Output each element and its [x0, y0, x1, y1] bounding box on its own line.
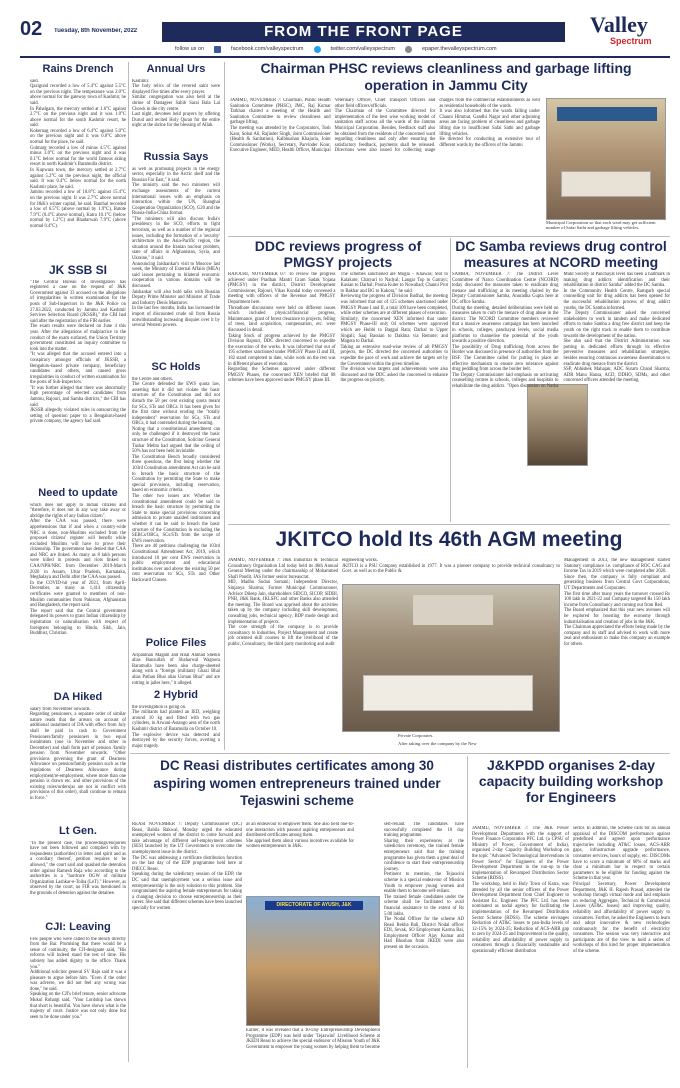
- jkpdd-headline: J&KPDD organises 2-day capacity building workshop for Engineers: [478, 757, 664, 805]
- jkitco-photo-table: [363, 675, 533, 711]
- ltgen-body: "In the present case, the proceedings/enquiries have not been followed and complied with by respondents (authorities) in letter and spirit and as a corollary thereof, petition requires to be allowed," the court said and quashed the detention order against Ramesh Raja who according to the authorities is a "hardcore OGW of militant Organization Lashkar-e-Toiba (LeT)." However, as observed by the court, no FIR was mentioned in the grounds of detention against the detainee.: [30, 840, 126, 896]
- column-rule-4: [467, 756, 468, 1068]
- logo-main: Valley: [590, 14, 648, 37]
- dahiked-headline: DA Hiked: [53, 692, 103, 703]
- samba-rule: [228, 524, 670, 525]
- police-body: Aripanthan Magam and Hilal Ahmad Sheikh alias Hanzullah of Shaharwal Wagoora Baramulla have been also charge-sheeted along with a "foreign (militant) Ghazi Bhai alias Pathan Bhai alias Usman Bhai" and are rotting in jailes here," it alleged.: [132, 652, 220, 686]
- epaper-link[interactable]: epaper.thevalleyspectrum.com: [422, 46, 497, 52]
- jkitco-col1: JAMMU, NOVEMBER 7: J&K Industrial & Technical Consultancy Organisation Ltd today held its 46th Annual General Meeting under the chairmanship of Mohammed Shafi Pandit, IAS former senior bureaucrat. MD, Madhu Sudan Somani; Independent Director, Sinjanya Sharma; Former Municipal Commissioner, Advisor Dileep Jain, shareholders SIDCO, SICOP, SIDBI, PNB, J&K Bank, JKLSFC and other Banks also attended the meeting. The Board was apprised about the activities taken up by the company including skill development, consulting jobs, technical agency, BDP mode design and implementation of projects. The core strength of the company is to provide consultancy to industries, Project Management and create job oriented skill courses to lift the livelihood of the public, Consultancy, the third party monitoring and audit: [228, 558, 338, 647]
- hybrid-headline: 2 Hybrid: [153, 690, 198, 701]
- phsc-headline: Chairman PHSC reviews cleanliness and garbage lifting operation in Jammu City: [260, 60, 632, 93]
- masthead-logo: [590, 14, 670, 54]
- social-bar: [175, 44, 575, 54]
- russia-article: [132, 152, 220, 360]
- phsc-photo: [546, 98, 666, 220]
- column-rule-1: [128, 62, 129, 1062]
- scholds-article: [132, 362, 220, 636]
- reasi-headline: DC Reasi distributes certificates among 30 aspiring women entrepreneurs trained under Tejaswini scheme: [153, 758, 441, 808]
- need-body: which does not apply to Indian citizens and "therefore, it does not in any way take away or abridge the rights of any Indian citizen". After the CAA was passed, there were apprehensions that if and when a country-wide NRC is done, non-Muslims excluded from the proposed citizens' register will benefit while excluded Muslims will have to prove their citizenship. The government has denied that CAA and NRC are linked. As many as 8 lakh persons were killed in protests and riots linked to CAA/NPR/NRC from December 2019-March 2020 in Assam, Uttar Pradesh, Karnataka, Meghalaya and Delhi after the CAA was passed. In the COVID-hit year of 2021, from April-December, as many as 1,414 citizenship certificates were granted to members of non-Muslim communities from Pakistan, Afghanistan and Bangladesh, the report said. The report said that the Central government delegated its powers to grant Indian citizenship by registration or naturalisation with respect of foreigners belonging to Hindu, Sikh, Jain, Buddhist, Christian.: [30, 502, 126, 637]
- jkpdd-col2: sector. In addition, the Scheme calls for an annual appraisal of the DISCOM performance against predefined and agreed upon performance trajectories including AT&C losses, ACS-ARR gaps, infrastructure upgrade performance, consumer services, hours of supply, etc. DISCOMs have to score a minimum of 60% of marks and clear a minimum bar in respect to certain parameters to be eligible for funding against the Scheme in that year. Principal Secretary, Power Development Department, J&K H. Rajesh Prasad, attended the workshop through virtual mode and laid emphasis on reducing Aggregate, Technical & Commercial Losses (AT&C losses) and improving quality, reliability and affordability of power supply to consumers. Further, he asked the Engineers to learn and adopt innovative & new technologies continuously for the benefit of electricity consumers. The session was very interactive and participants are of the view to hold a series of workshops of this kind for proper implementation of the scheme.: [573, 826, 670, 955]
- twitter-icon: [314, 46, 321, 53]
- cji-headline: CJI: Leaving: [45, 922, 111, 933]
- jkpdd-col1: JAMMU, NOVEMBER 7: The J&K Power Development Department with the support of Power Finance Corporation PFC Ltd. (a CPSU of Ministry of Power, Government of India), organised 2-day Capacity Building Workshop on the topic "Advanced Technological Interventions in Power Sector" for Engineers of the Power Development Department in the run-up to the implementation of Revamped Distribution Sector Scheme (RDSS). The workshop, held in Holy Town of Katra, was attended by all the senior officers of the Power Development Department from Chief Engineer to Assistant Ex. Engineer. The PFC Ltd. has been nominated as nodal agency for facilitating the implementation of the Revamped Distribution Sector Scheme (RDSS). The scheme envisages Reduction of AT&C losses to pan-India levels of 12-15% by 2024-25; Reduction of ACS-ARR gap to zero by 2024-25 and Improvement in the quality, reliability and affordability of power supply to consumers through a financially sustainable and operationally efficient distribution: [472, 826, 569, 955]
- jkitco-col2: engineering works. JKITCO is a PSU Company established in 1977. It was a pioneer company to provide technical consultancy to Govt. as well as to the Public &: [342, 558, 560, 575]
- rains-body: said. Qazigund recorded a low of 5.4°C against 5.5°C on the previous night. The temperature was 2.0°C above normal for the gateway town of Kashmir, he said. In Pahalgam, the mercury settled at 1.6°C against 2.7°C on the previous night and it was 1.0°C above normal for the south Kashmir resort, he said. Kokernag recorded a low of 6.4°C against 5.0°C on the previous night and it was 0.8°C above normal for the place, he said. Gulmarg recorded a low of minus 4.5°C against minus 3.0°C on the previous night and it was 0.1°C below normal for the world famous skiing resort in north Kashmir's Baramulla district. In Kupwara town, the mercury settled at 2.7°C against 5.2°C on the previous night, the official said. It was 0.4°C below normal for the north Kashmir place, he said. Jammu recorded a low of 18.8°C against 15.4°C on the previous night. It was 2.7°C above normal for J&K's winter capital, he said. Banihal recorded a low of 6.5°C (above normal by 1.9°C), Batote 7.9°C (0.4°C above normal), Katra 10.1°C (below normal by 1.2°C) and Bhadarwah 7.9°C (above normal 0.4°C).: [30, 78, 126, 229]
- hybrid-article: [132, 690, 220, 752]
- epaper-icon: [405, 46, 412, 53]
- annual-body: Kashmir. The holy relics of the revered saint were displayed five times after every prayer. Similar congregation was also held at the shrine of Dastageer Sahib Sarai Bala Lal Chowk in the city centre. Last night, devotees held prayers by offering Durud and recited Holy Quran for the entire night at the shrine for the blessing of Allah.: [132, 78, 220, 129]
- samba-headline: DC Samba reviews drug control measures at NCORD meeting: [455, 238, 667, 270]
- annual-article: [132, 64, 220, 150]
- phsc-rule: [228, 236, 670, 237]
- follow-label: follow us on: [175, 46, 205, 52]
- ddc-body: RAJOURI, NOVEMBER 07: To review the progress achieved under Pradhan Mantri Gram Sadak Yojana (PMGSY) in the district, District Development Commissioner, Rajouri, Vikas Kundal today convened a meeting with officers of the Revenue and PMGSY Department here. Threadbare discussions were held on different issues which included physical/financial progress, Maintenance, grant of forest clearance to projects, felling of trees, land acquisition, compensation, etc. were discussed in detail. Taking Stock of progress achieved by the PMGSY Division Rajouri, DDC directed concerned to expedite the execution of the works. It was informed that out of 195 schemes sanctioned under PMGSY Phase II and III, 182 stand completed to date, while work on the rest was in different phases of execution. Regarding the Schemes approved under different PMGSY Phases, the concerned XEN briefed that 08 schemes have been approved under PMGSY phase III. The schemes sanctioned are Mogla – Khawas; Stot to Kalakote; Chatyari to Nadyal; Langar Top to Garrayi; Kasian to Darhal; Poona Kuter to Nowabad; Channi Prut to Bakhar and BG to Kakora," he said. Reviewing the progress of Division Budhal, the meeting was informed that out of 125 schemes sanctioned under PMGSY Phase I and II, a total 109 have been completed, while other schemes are at different phases of execution. Similarly, the concerned XEN informed that under PMGSY Phase-III only 04 schemes were approved which are Hubbi to Baggal Rata; Darhal to Upper Singali; Saaj Bassian to Dakhna via Remote; and Magota to Darhal. Taking an extensive road-wise review of all PMGSY projects, the DC directed the concerned authorities to expedite the pace of work and achieve the targets set by the Government within the given timeline. The division wise targets and achievements were also discussed and the DDC asked the concerned to enhance the progress on priority.: [228, 272, 448, 384]
- column-rule-3: [450, 238, 451, 522]
- jkssb-body: "The Central Bureau of Investigation has registered a case on the request of J&K Government against 33 accused on the allegations of irregularities in written examination for the posts of Sub-Inspectors in the J&K Police on 27.03.2022, conducted by Jammu and Kashmir Services Selection Board (JKSSB)," the CBI had said after the registration of the FIR earlier. The exam results were declared on June 4 this year. After the allegations of malpractice in the conduct of the exam surfaced, the Union Territory government constituted an inquiry committee to look into the matter. "It was alleged that the accused entered into a conspiracy amongst officials of JKSSB, a Bengaluru-based private company, beneficiary candidates and others, and caused gross irregularities in conduct of written examination for the posts of Sub-Inspectors. "It was further alleged that there was abnormally high percentage of selected candidates from Jammu, Rajouri, and Samba districts," the CBI has said. JKSSB allegedly violated rules in outsourcing the setting of question paper to a Bengaluru-based private company, the agency had said.: [30, 279, 126, 425]
- russia-body: as well as promising projects in the energy sector, especially in the Arctic shelf and the Russian Far East," it said. The ministry said the two ministers will exchange assessments of the current international issues with an emphasis on interaction within the UN, Shanghai Cooperation Organization (SCO), G20 and the Russia-India-China format. "The ministers will also discuss India's presidency in the SCO, efforts to fight terrorism, as well as a number of the regional issues, including the formation of a 'security' architecture in the Asia-Pacific region, the situation around the Iranian nuclear problem, state of affairs in Afghanistan, Syria, and Ukraine," it said. Announcing Jaishankar's visit to Moscow last week, the Ministry of External Affairs (MEA) said issues pertaining to bilateral economic cooperation in various domains will be discussed. Jaishankar will also hold talks with Russian Deputy Prime Minister and Minister of Trade and Industry Denis Manturov. In the last few months, India has increased the import of discounted crude oil from Russia notwithstanding increasing disquiet over it by several Western powers.: [132, 166, 220, 329]
- phsc-body: JAMMU, NOVEMBER 7: Chairman, Public Health Sanitation Committee (PHSC), JMC, Raj Kumar Tarkhan chaired a meeting of the Health and Sanitation Committee to review cleanliness and garbage lifting. The meeting was attended by the Corporators, Tosh Kaur, Sobat Ali, Rajinder Singh, Joint Commissioner (Health & Sanitation), Kalbhushan Khajuria, Joint Commissioner (Works), Secretary, Parvinder Kour, Executive Engineer, MED, Health Officer, Municipal Veterinary Officer, Chief Transport Officers and other field officers/officials. The Chairman of the Committee directed for implementation of the best wise working model of sanitation staff across all the wards of the Jammu Municipal Corporation. Besides, feedback staff also be obtained from the residents of the concerned ward regarding cleanliness and only after ensuring the satisfactory feedback, payments shall be released. Directions were also issued for collecting usage charges from the commercial establishments as well as residential households of the wards. It was also informed that the wards falling under Channi Himmat, Gandhi Nagar and other adjoining areas are facing problem of cleanliness and garbage lifting due to insufficient Safai Sathi and garbage lifting vehicles. He directed for conducting an extensive tour of different wards by the officers of the Jammu: [230, 98, 540, 154]
- jkssb-headline: JK SSB SI: [48, 264, 108, 277]
- jkitco-caption-1: Private Corporates.: [398, 733, 434, 738]
- scholds-body: the Centre and others. The Centre defended the EWS quota law, asserting that it did not violate the basic structure of the Constitution and did not disturb the 50 per cent existing quota meant for SCs, STs and OBCs. It has been given for the first time without eroding the "totally independent" reservation for SCs, STs and OBCs, it had contended during the hearing. Noting that a constitutional amendment can only be challenged if it destroyed the basic structure of the Constitution, Solicitor General Tushar Mehta had argued that the ceiling of 50% has not been held inviolable. The Constitution Bench broadly considered three questions, the first being whether the 103rd Constitution amendment Act can be said to breach the basic structure of the Constitution by permitting the State to make special provisions, including reservation, based on economic criteria. The other two issues are: Whether the constitutional amendment could be said to breach the basic structure by permitting the State to make special provisions concerning admission to private unaided institutions and whether it can be said to breach the basic structure of the Constitution in excluding the SEBCs/OBCs, SCs/STs from the scope of EWS reservation. There are 40 petitions challenging the 103rd Constitutional Amendment Act, 2019, which introduced 10 per cent EWS reservation in public employment and educational institutions over and above the existing 50 per cent reservation to SCs, STs and Other Backward Classes.: [132, 376, 220, 583]
- reasi-caption: Earlier, it was revealed that a 10-Day Entrepreneurship Development Programme (EDP) was held under 'Tejaswini' Livelihood Scheme at JKEDI Reasi to achieve the special endeavor of Mission Youth of J&K Government to empower the young women by helping them to become: [246, 1028, 380, 1050]
- twitter-link[interactable]: twitter.com/valleyspectrum: [330, 46, 395, 52]
- rains-headline: Rains Drench: [42, 64, 114, 75]
- jkitco-photo-wall: [413, 595, 493, 625]
- cji-body: Few people who were called to the Bench directly from the Bar. Promising that there would be a sense of continuity, the CJI-designate said, "His reforms will indeed stand the test of time. His sobriety has added dignity to the office. Thank you." Additional solicitor general SV Raju said it was a pleasure to argue before him. "Even if the order was adverse, we did not feel any wrong was done," he said. Speaking on the CJI's brief tenure, senior advocate Mukul Rohatgi said, "Your Lordship has shown that short is beautiful. You have shown what is the majesty of court. Justice was not only done but seen to be done under you.": [30, 936, 126, 1020]
- phsc-photo-banner: [557, 107, 657, 121]
- samba-body: SAMBA, NOVEMBER 7: The District Level Committee of Narco Coordination Centre (NCORD) today discussed the measures taken to eradicate drug menace and trafficking at its meeting chaired by the Deputy Commissioner Samba, Anuradha Gupta here at DC office Samba. During the meeting, detailed deliberations were held on measures taken to curb the menace of drug abuse in the district. The NCORD Committee members reviewed that a massive awareness campaign has been launched in schools, colleges, panchayat levels, social media platforms to channelise the potential of the youth towards a positive direction. The possibility of Drug trafficking from across the Border was discussed in presence of authorities from the BSF. The Committee called for putting in place an effective mechanism to ensure zero tolerance against drug peddling from across the border belt. The Deputy Commissioner laid emphasis on activating counselling centres in schools, colleges and hospitals to rehabilitate the drug addicts. "Open discussion on Nasha Mukt Society at Panchayat level has been a hallmark in making drug addicts identification and their rehabilitation in district Samba" added the DC Samba. In the Community Health Centre, Ramgarh special counselling unit for drug addicts has been opened for the successful rehabilitation process of drug addict youths, the DC Samba informed. The Deputy Commissioner asked the concerned stakeholders to work in tandem and make dedicated efforts to make Samba a drug free district and keep the youth on the right track to enable them to contribute towards the development of the nation. She also said that the District Administration was putting in dedicated efforts through its effective preventive measures and rehabilitation strategies, besides ensuring continuous awareness dissemination to eradicate drug menace from the district. SSP, Abhishek Mahajan; ADC Suram Chand Sharma; ADR Manu Hansa, ACD, DDHO, SDMs, and other concerned officers attended the meeting.: [452, 272, 670, 389]
- ltgen-headline: Lt Gen.: [59, 826, 97, 837]
- column-rule-2: [224, 62, 225, 750]
- facebook-link[interactable]: facebook.com/valleyspectrum: [231, 46, 304, 52]
- jkitco-caption-2: After taking over the company by the New: [398, 741, 477, 746]
- jkitco-col3: Management in 2013, the new management started Statutory compliance i.e. compliance of ROC CAG and Income Tax in 2019 which were completed after 2020. Since then, the company is fully compliant and generating business from Central Govt Corporations, UT Departments and Corporates. The first time after many years the turnover crossed Rs 100 lakh in 2021-22 and Company targeted Rs 150 lakh income from Consultancy and coming out from Red. The Board emphasized that this year new avenues will be explored for boosting the economy through industrialisation and creation of jobs in the J&K. The Chairman appreciated the efforts being made by the company and its staff and advised to work with more zeal and enthusiasm to make this company an example for others.: [564, 558, 670, 647]
- reasi-col1: REASI NOVEMBER 7: Deputy Commissioner (DC) Reasi, Babila Rakwal, Monday urged the educated unemployed women of the district to come forward and take advantage of different self-employment schemes (SES) launched by the UT Government to overcome the unemployment issue in the district. The DC was addressing a certificate distribution function on the last day of the EDP programme held here at DIECC Reasi. Speaking during the valedictory session of the EDP, the DC said that unemployment was a serious issue and entrepreneurship is the only solution to this problem. She congratulated the aspiring female entrepreneurs for taking a changing decision to choose entrepreneurship as their career. She said that different schemes have been launched specially for women: [132, 822, 242, 911]
- cji-article: [30, 922, 126, 1068]
- rains-article: [30, 64, 126, 262]
- scholds-headline: SC Holds: [151, 362, 201, 373]
- jkitco-rule: [130, 753, 670, 754]
- issue-date: Tuesday, 8th November, 2022: [54, 28, 138, 34]
- police-headline: Police Files: [145, 638, 207, 649]
- annual-headline: Annual Urs: [146, 64, 206, 75]
- reasi-col3: self-reliant. The candidates have successfully completed the 10 day training programme. Sharing their experiences at the valediction ceremony, the trained female entrepreneurs said that the training programme has given them a great deal of confidence to start their entrepreneurship journey. Pertinent to mention, the Tejaswini scheme is a special endeavour of Mission Youth to empower young women and enable them to become self-reliant. The trained female candidates under the scheme shall be facilitated to avail financial assistance to the extent of Rs 5.00 lakhs. The Nodal Officer for the scheme AD Reasi Rekha Bali, District Nodal officer EDI, Sevak, SO Employment Karma Bai, Employment Officer Ajay Kumar and Hari Bhushan from JKEDI were also present on the occasion.: [384, 822, 464, 951]
- need-headline: Need to update: [38, 488, 118, 499]
- phsc-caption: Municipal Corporation so that each ward may get sufficient number of Safai Sathi and garbage lifting vehicles.: [546, 220, 656, 231]
- ddc-headline: DDC reviews progress of PMGSY projects: [254, 238, 422, 270]
- section-banner: [162, 22, 565, 42]
- reasi-photo-banner: DIRECTORATE OF AYUSH, J&K: [265, 901, 363, 910]
- facebook-icon: [214, 46, 221, 53]
- page-number: 02: [20, 18, 43, 40]
- russia-headline: Russia Says: [143, 152, 209, 163]
- header-rule: [20, 56, 670, 58]
- section-title: FROM THE FRONT PAGE: [264, 23, 463, 40]
- dahiked-body: salary from November onwards. Regarding pensioners, a separate order of similar nature reads that the arrears on account of additional instalment of DA with effect from July shall be paid in cash to Government Pensioners/family pensioners in two equal instalments (one in November and other in December) and shall form part of pension /family pension from November onwards. "Other provisions governing the grant of Dearness Allowance on pension/family pension such as the regulations of Dearness Allowance during employment/re-employment, where more than one pension is drawn etc. and other provisions of the existing rules/orders(as are not in conflict with provisions of this order), shall continue to remain in force.": [30, 706, 126, 802]
- phsc-photo-table: [561, 171, 651, 197]
- need-article: [30, 488, 126, 688]
- jkitco-headline: JKITCO hold Its 46th AGM meeting: [275, 528, 623, 551]
- jkitco-photo: [342, 584, 560, 732]
- police-article: [132, 638, 220, 688]
- dahiked-article: [30, 692, 126, 822]
- jkssb-article: [30, 264, 126, 486]
- ltgen-article: [30, 826, 126, 918]
- reasi-photo: [246, 896, 380, 1026]
- logo-sub: Spectrum: [610, 36, 652, 46]
- reasi-col2: as an endeavour to empower them. She also held one-to-one interaction with passout aspiring entrepreneurs and distributed certificates among them. She apprised them about various incentives available for women entrepreneurs in J&K.: [246, 822, 354, 850]
- hybrid-body: the investigation is going on. The militants had planted an IED, weighing around 10 kg and fitted with two gas cylinders, in Arwani-Astango area of the north Kashmir district of Baramulla on October 10. The explosive device was detected and destroyed by the security forces, averting a major tragedy.: [132, 704, 220, 749]
